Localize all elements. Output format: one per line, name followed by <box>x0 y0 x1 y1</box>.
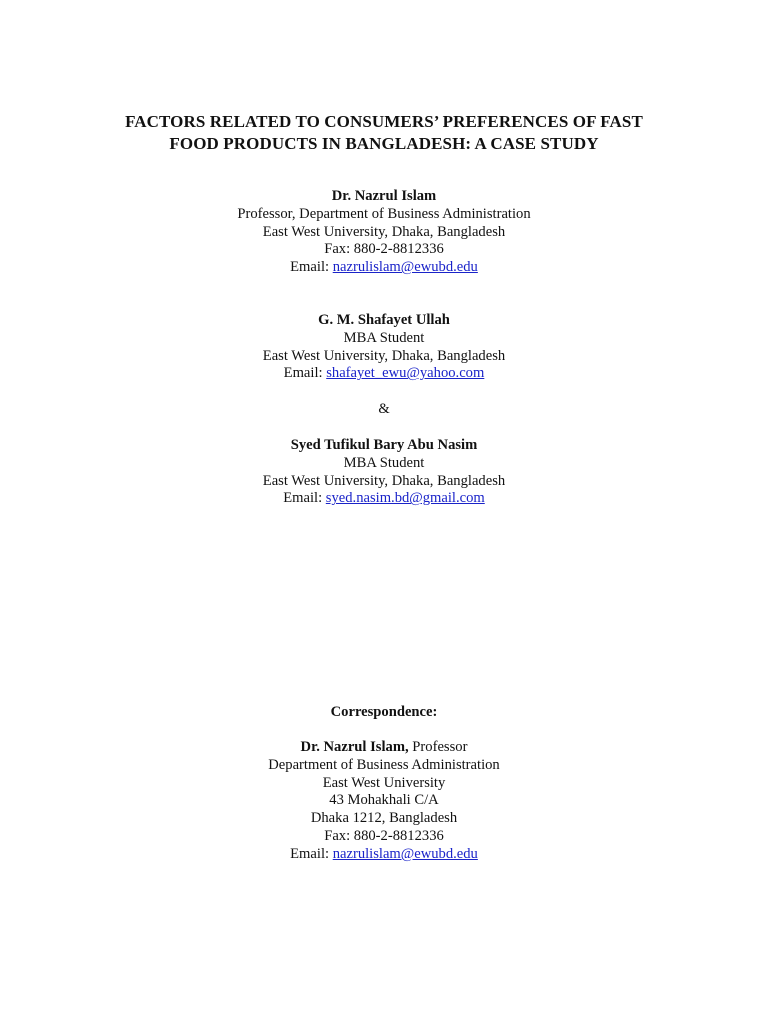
correspondence-title: Professor <box>408 739 468 755</box>
paper-title-line-2: FOOD PRODUCTS IN BANGLADESH: A CASE STUDY <box>169 134 599 153</box>
correspondence-block <box>0 739 768 864</box>
correspondence-heading-text: Correspondence: <box>330 704 438 720</box>
correspondence-heading <box>0 704 768 722</box>
author-separator <box>0 401 768 419</box>
correspondence-fax: Fax: 880-2-8812336 <box>324 827 444 844</box>
email-label: Email: <box>283 490 326 507</box>
author-block-3 <box>0 437 768 508</box>
author-email-line <box>0 365 768 383</box>
author-fax: Fax: 880-2-8812336 <box>324 241 444 258</box>
author-name: Syed Tufikul Bary Abu Nasim <box>290 437 478 453</box>
author-email-line <box>0 490 768 508</box>
author-affiliation: East West University, Dhaka, Bangladesh <box>262 472 506 489</box>
correspondence-city: Dhaka 1212, Bangladesh <box>310 810 458 827</box>
author-email-link[interactable]: nazrulislam@ewubd.edu <box>332 259 478 276</box>
correspondence-name: Dr. Nazrul Islam, <box>300 739 409 755</box>
author-name: Dr. Nazrul Islam <box>331 188 437 204</box>
author-block-2 <box>0 312 768 383</box>
correspondence-street: 43 Mohakhali C/A <box>329 792 439 809</box>
email-label: Email: <box>290 259 333 276</box>
correspondence-university: East West University <box>322 774 446 791</box>
paper-title-line-1: FACTORS RELATED TO CONSUMERS’ PREFERENCES OF FAST <box>125 112 643 131</box>
correspondence-email-line <box>0 846 768 864</box>
author-affiliation: East West University, Dhaka, Bangladesh <box>262 223 506 240</box>
author-affiliation: East West University, Dhaka, Bangladesh <box>262 347 506 364</box>
correspondence-email-link[interactable]: nazrulislam@ewubd.edu <box>332 845 478 862</box>
author-position: MBA Student <box>343 454 425 471</box>
email-label: Email: <box>290 845 333 862</box>
author-email-link[interactable]: shafayet_ewu@yahoo.com <box>326 365 485 382</box>
author-position: MBA Student <box>343 329 425 346</box>
author-position: Professor, Department of Business Administration <box>237 205 531 222</box>
paper-title <box>60 111 708 155</box>
author-block-1 <box>0 188 768 277</box>
ampersand-text: & <box>378 401 390 417</box>
author-name: G. M. Shafayet Ullah <box>318 312 450 328</box>
author-email-line <box>0 259 768 277</box>
correspondence-department: Department of Business Administration <box>268 756 500 773</box>
email-label: Email: <box>283 365 327 382</box>
author-email-link[interactable]: syed.nasim.bd@gmail.com <box>325 490 485 507</box>
correspondence-name-line <box>0 739 768 757</box>
